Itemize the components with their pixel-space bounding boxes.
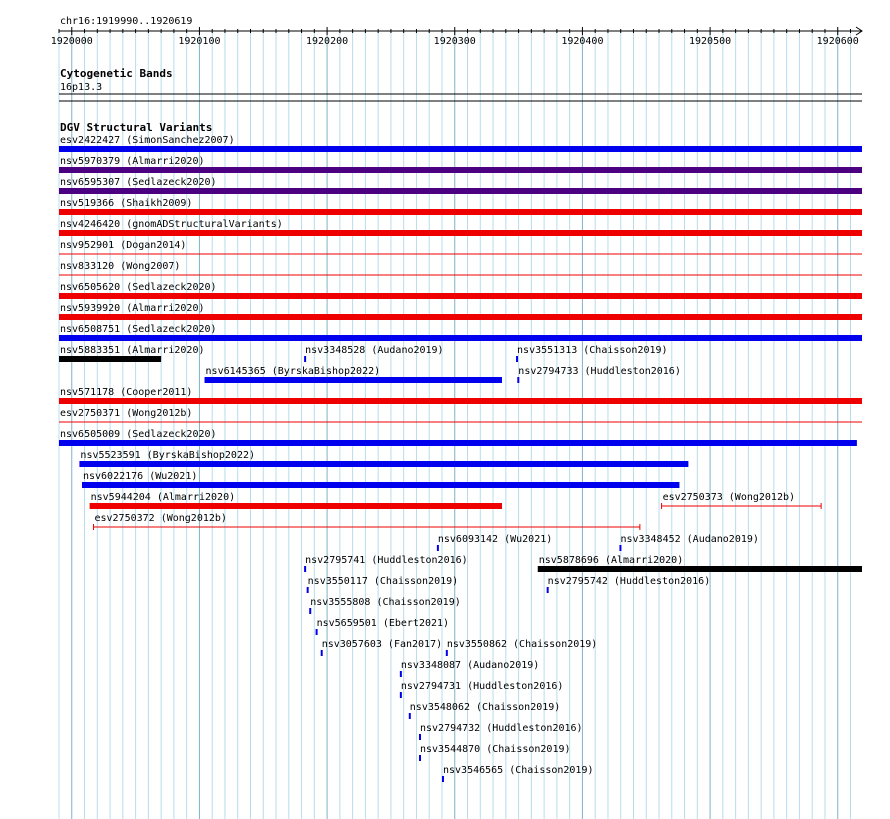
feature-bar[interactable] xyxy=(538,566,862,572)
feature-tick[interactable] xyxy=(409,713,411,719)
dgv-feature[interactable] xyxy=(59,324,862,341)
ruler xyxy=(51,16,862,47)
feature-tick[interactable] xyxy=(309,608,311,614)
feature-bar[interactable] xyxy=(59,314,862,320)
feature-tick[interactable] xyxy=(619,545,621,551)
dgv-features[interactable] xyxy=(59,135,862,782)
cyto-track-title: Cytogenetic Bands xyxy=(60,67,173,80)
feature-label: nsv6508751 (Sedlazeck2020) xyxy=(60,324,217,335)
feature-tick[interactable] xyxy=(400,671,402,677)
feature-bar[interactable] xyxy=(59,335,862,341)
feature-tick[interactable] xyxy=(419,734,421,740)
feature-bar[interactable] xyxy=(59,209,862,215)
dgv-feature[interactable] xyxy=(309,597,461,614)
feature-bar[interactable] xyxy=(59,356,161,362)
feature-bar[interactable] xyxy=(59,293,862,299)
feature-label: nsv3348452 (Audano2019) xyxy=(620,534,759,545)
feature-label: nsv4246420 (gnomADStructuralVariants) xyxy=(60,219,283,230)
feature-bar[interactable] xyxy=(59,188,862,194)
feature-label: nsv5944204 (Almarri2020) xyxy=(90,492,236,503)
ruler-labels xyxy=(51,36,859,47)
dgv-feature[interactable] xyxy=(59,177,862,194)
dgv-feature[interactable] xyxy=(93,513,639,530)
dgv-feature[interactable] xyxy=(516,345,668,362)
dgv-feature[interactable] xyxy=(304,555,468,572)
dgv-feature[interactable] xyxy=(82,471,679,488)
ruler-tick-label: 1920100 xyxy=(178,36,221,47)
feature-bar[interactable] xyxy=(59,230,862,236)
feature-label: esv2750371 (Wong2012b) xyxy=(60,408,193,419)
dgv-feature[interactable] xyxy=(442,765,594,782)
feature-tick[interactable] xyxy=(419,755,421,761)
feature-bar[interactable] xyxy=(79,461,688,467)
feature-tick[interactable] xyxy=(400,692,402,698)
feature-label: nsv5523591 (ByrskaBishop2022) xyxy=(80,450,256,461)
feature-label: nsv6022176 (Wu2021) xyxy=(82,471,198,482)
feature-label: nsv6093142 (Wu2021) xyxy=(437,534,553,545)
dgv-feature[interactable] xyxy=(59,429,857,446)
cyto-band-label: 16p13.3 xyxy=(60,82,103,93)
cytogenetic-bands-track[interactable] xyxy=(59,67,862,94)
feature-label: nsv2795741 (Huddleston2016) xyxy=(305,555,468,566)
feature-label: nsv3550117 (Chaisson2019) xyxy=(307,576,459,587)
feature-label: nsv519366 (Shaikh2009) xyxy=(60,198,193,209)
ruler-tick-label: 1920400 xyxy=(561,36,604,47)
feature-tick[interactable] xyxy=(446,650,448,656)
feature-label: nsv5939920 (Almarri2020) xyxy=(60,303,205,314)
dgv-feature[interactable] xyxy=(400,681,564,698)
feature-label: nsv5659501 (Ebert2021) xyxy=(316,618,450,629)
feature-label: nsv6595307 (Sedlazeck2020) xyxy=(60,177,217,188)
dgv-feature[interactable] xyxy=(304,345,443,362)
feature-label: nsv2794733 (Huddleston2016) xyxy=(518,366,681,377)
feature-label: nsv571178 (Cooper2011) xyxy=(60,387,193,398)
feature-label: nsv833120 (Wong2007) xyxy=(60,261,181,272)
feature-tick[interactable] xyxy=(321,650,323,656)
ruler-tick-label: 1920300 xyxy=(433,36,476,47)
dgv-feature[interactable] xyxy=(619,534,758,551)
feature-label: nsv6505620 (Sedlazeck2020) xyxy=(60,282,217,293)
feature-bar[interactable] xyxy=(59,440,857,446)
feature-label: nsv3555808 (Chaisson2019) xyxy=(310,597,461,608)
dgv-feature[interactable] xyxy=(437,534,552,551)
dgv-feature[interactable] xyxy=(59,408,862,422)
feature-bar[interactable] xyxy=(82,482,679,488)
feature-label: nsv3550862 (Chaisson2019) xyxy=(446,639,598,650)
dgv-feature[interactable] xyxy=(59,387,862,404)
dgv-feature[interactable] xyxy=(538,555,862,572)
ruler-tick-label: 1920500 xyxy=(689,36,732,47)
feature-label: esv2750373 (Wong2012b) xyxy=(662,492,796,503)
feature-tick[interactable] xyxy=(304,566,306,572)
feature-label: nsv6505009 (Sedlazeck2020) xyxy=(60,429,217,440)
dgv-feature[interactable] xyxy=(59,135,862,152)
ruler-tick-label: 1920200 xyxy=(306,36,349,47)
feature-tick[interactable] xyxy=(547,587,549,593)
feature-label: esv2422427 (SimonSanchez2007) xyxy=(60,135,235,146)
feature-label: nsv5878696 (Almarri2020) xyxy=(538,555,684,566)
dgv-feature[interactable] xyxy=(59,261,862,275)
feature-tick[interactable] xyxy=(304,356,306,362)
feature-tick[interactable] xyxy=(516,356,518,362)
dgv-feature[interactable] xyxy=(59,156,862,173)
feature-tick[interactable] xyxy=(316,629,318,635)
dgv-feature[interactable] xyxy=(79,450,688,467)
ruler-tick-label: 1920600 xyxy=(816,36,859,47)
dgv-feature[interactable] xyxy=(662,492,822,509)
feature-bar[interactable] xyxy=(59,398,862,404)
feature-bar[interactable] xyxy=(90,503,502,509)
feature-label: nsv2795742 (Huddleston2016) xyxy=(547,576,711,587)
dgv-track-title: DGV Structural Variants xyxy=(60,121,213,134)
feature-label: nsv5970379 (Almarri2020) xyxy=(60,156,205,167)
dgv-feature[interactable] xyxy=(205,366,502,383)
dgv-feature[interactable] xyxy=(409,702,561,719)
feature-label: nsv6145365 (ByrskaBishop2022) xyxy=(205,366,381,377)
dgv-feature[interactable] xyxy=(59,240,862,254)
feature-label: nsv5883351 (Almarri2020) xyxy=(60,345,205,356)
dgv-feature[interactable] xyxy=(446,639,598,656)
feature-label: nsv3057603 (Fan2017) xyxy=(321,639,443,650)
dgv-feature[interactable] xyxy=(90,492,502,509)
dgv-feature[interactable] xyxy=(59,282,862,299)
feature-label: esv2750372 (Wong2012b) xyxy=(94,513,227,524)
feature-label: nsv3544870 (Chaisson2019) xyxy=(420,744,571,755)
dgv-feature[interactable] xyxy=(59,303,862,320)
feature-label: nsv3546565 (Chaisson2019) xyxy=(442,765,594,776)
ruler-tick-label: 1920000 xyxy=(50,36,93,47)
feature-tick[interactable] xyxy=(517,377,519,383)
feature-tick[interactable] xyxy=(442,776,444,782)
feature-label: nsv2794731 (Huddleston2016) xyxy=(400,681,564,692)
feature-bar[interactable] xyxy=(59,146,862,152)
dgv-structural-variants-track[interactable] xyxy=(59,121,862,782)
dgv-feature[interactable] xyxy=(517,366,681,383)
dgv-feature[interactable] xyxy=(307,576,459,593)
ruler-position-label: chr16:1919990..1920619 xyxy=(60,16,193,27)
dgv-feature[interactable] xyxy=(547,576,711,593)
feature-label: nsv3348528 (Audano2019) xyxy=(305,345,444,356)
feature-tick[interactable] xyxy=(437,545,439,551)
feature-bar[interactable] xyxy=(205,377,502,383)
feature-label: nsv3551313 (Chaisson2019) xyxy=(517,345,668,356)
dgv-feature[interactable] xyxy=(419,723,583,740)
feature-label: nsv3348087 (Audano2019) xyxy=(400,660,540,671)
feature-bar[interactable] xyxy=(59,167,862,173)
feature-label: nsv3548062 (Chaisson2019) xyxy=(409,702,561,713)
dgv-feature[interactable] xyxy=(59,345,205,362)
dgv-feature[interactable] xyxy=(321,639,442,656)
feature-label: nsv952901 (Dogan2014) xyxy=(60,240,187,251)
feature-label: nsv2794732 (Huddleston2016) xyxy=(420,723,583,734)
dgv-feature[interactable] xyxy=(59,198,862,215)
dgv-feature[interactable] xyxy=(59,219,862,236)
feature-tick[interactable] xyxy=(307,587,309,593)
